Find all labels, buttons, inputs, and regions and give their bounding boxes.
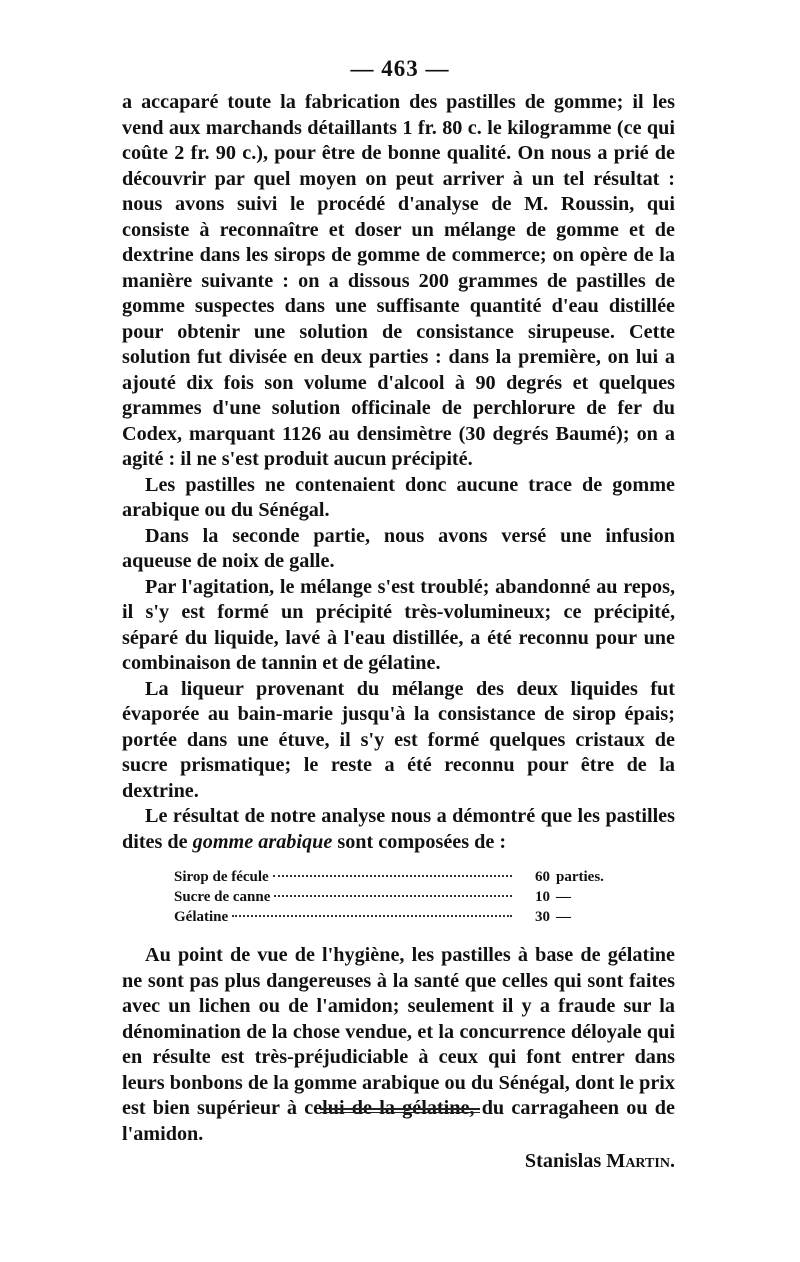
signature-first-name: Stanislas: [524, 1150, 602, 1172]
paragraph: Par l'agitation, le mélange s'est troublé; abandonné au repos, il s'y est formé un précipité très-volumineux; ce précipité, séparé du liquide, lavé à l'eau distillée, a été reconnu pour une combinaison de tannin et de gélatine.: [122, 575, 675, 674]
ingredient-value: 60: [535, 869, 550, 885]
paragraph: La liqueur provenant du mélange des deux liquides fut évaporée au bain-marie jusqu'à la consistance de sirop épais; portée dans une étuve, il s'y est formé quelques cristaux de sucre prismatique; le reste a été reconnu pour être de la dextrine.: [122, 677, 675, 802]
paragraph: Dans la seconde partie, nous avons versé une infusion aqueuse de noix de galle.: [122, 524, 675, 572]
ingredient-value: 10: [535, 889, 550, 905]
ingredient-unit: parties.: [556, 869, 604, 885]
ingredient-name: Sucre de canne: [174, 889, 271, 905]
paragraph-text: sont composées de :: [332, 830, 507, 853]
leader-dots: [273, 874, 512, 877]
signature: [122, 1149, 675, 1175]
composition-row: [174, 887, 626, 907]
end-rule-thin: [320, 1112, 480, 1113]
paragraph: Au point de vue de l'hygiène, les pastilles à base de gélatine ne sont pas plus dangereuses à la santé que celles qui sont faites avec un lichen ou de l'amidon; seulement il y a fraude sur la dénomination de la chose vendue, et la concurrence déloyale qui en résulte est très-préjudiciable à ceux qui font entrer dans leurs bonbons de la gomme arabique ou du Sénégal, dont le prix est bien supérieur à celui de la gélatine, du carragaheen ou de l'amidon.: [122, 944, 675, 1145]
leader-dots: [274, 894, 512, 897]
ingredient-value: 30: [535, 909, 550, 925]
page-number: — 463 —: [350, 56, 450, 81]
composition-row: [174, 907, 626, 927]
paragraph-text: Le résultat de notre analyse nous a démontré que les pastilles dites de: [122, 805, 675, 853]
signature-last-name: Martin.: [606, 1150, 675, 1172]
composition-row: [174, 867, 626, 887]
italic-term: gomme arabique: [192, 830, 333, 853]
body-text: [122, 90, 675, 1175]
ingredient-name: Sirop de fécule: [174, 869, 269, 885]
ingredient-name: Gélatine: [174, 909, 229, 925]
ingredient-unit: —: [556, 909, 571, 925]
paragraph: a accaparé toute la fabrication des pastilles de gomme; il les vend aux marchands détaillants 1 fr. 80 c. le kilogramme (ce qui coûte 2 fr. 90 c.), pour être de bonne qualité. On nous a prié de découvrir par quel moyen on peut arriver à un tel résultat : nous avons suivi le procédé d'analyse de M. Roussin, qui consiste à reconnaître et doser un mélange de gomme et de dextrine dans les sirops de gomme de commerce; on opère de la manière suivante : on a dissous 200 grammes de pastilles de gomme suspectes dans une suffisante quantité d'eau distillée pour obtenir une solution de consistance sirupeuse. Cette solution fut divisée en deux parties : dans la première, on lui a ajouté dix fois son volume d'alcool à 90 degrés et quelques grammes d'une solution officinale de perchlorure de fer du Codex, marquant 1126 au densimètre (30 degrés Baumé); on a agité : il ne s'est produit aucun précipité.: [122, 91, 675, 470]
paragraph: [122, 804, 675, 855]
paragraph: Les pastilles ne contenaient donc aucune trace de gomme arabique ou du Sénégal.: [122, 473, 675, 521]
ingredient-unit: —: [556, 889, 571, 905]
leader-dots: [232, 914, 512, 917]
composition-table: [174, 867, 626, 927]
end-rule: [320, 1108, 480, 1110]
